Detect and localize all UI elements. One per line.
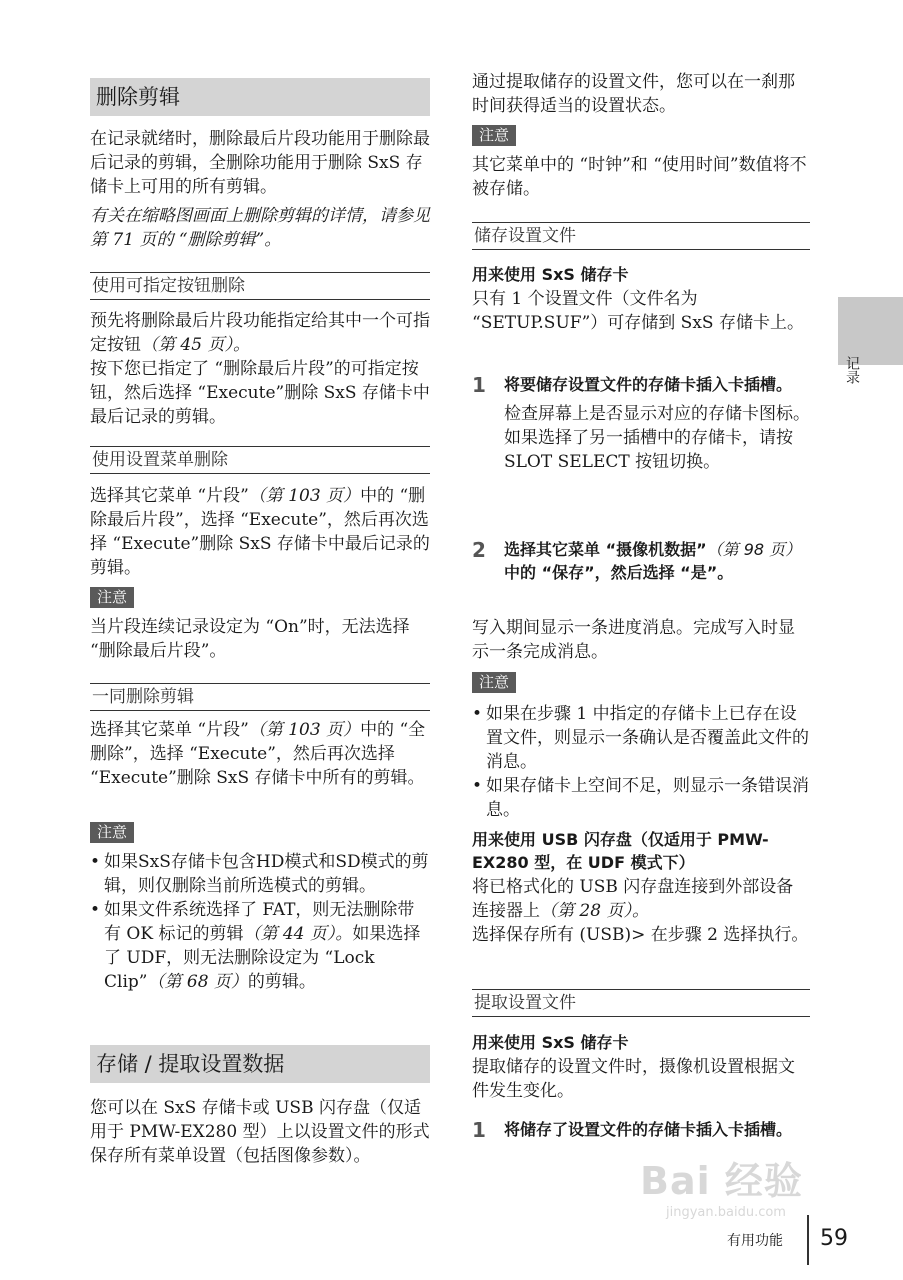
- note-2-item-2-a: 如果文件系统选择了 FAT，则无法删除带有 OK 标记的剪辑: [104, 900, 415, 944]
- setup-menu-text-c: 中的 “删除最后片段”，选择 “Execute”，然后再次选择 “Execute”删除 SxS 存储卡中最后记录的剪辑。: [90, 486, 430, 578]
- note-label: 注意: [90, 587, 134, 608]
- footer-section: 有用功能: [727, 1233, 783, 1249]
- note-box-4: [472, 672, 810, 693]
- step-1-title: 将要储存设置文件的存储卡插入卡插槽。: [504, 375, 793, 394]
- subsection-title-setup-menu: 使用设置菜单删除: [90, 446, 430, 474]
- baidu-watermark: [640, 1150, 840, 1240]
- page-ref-103b: （第 103 页）: [248, 720, 361, 740]
- note-2-item-2: [90, 898, 430, 994]
- section-title-delete-clips: 删除剪辑: [90, 78, 430, 116]
- usb-paragraph-2: 选择保存所有 (USB)> 在步骤 2 选择执行。: [472, 925, 809, 945]
- sxs-heading-load: 用来使用 SxS 储存卡: [472, 1033, 629, 1052]
- note-box-3: [472, 125, 810, 146]
- step-1-save: [472, 373, 810, 474]
- page-ref-68: （第 68 页）: [147, 972, 248, 992]
- delete-intro-reference: 有关在缩略图画面上删除剪辑的详情，请参见第 71 页的 “删除剪辑”。: [90, 206, 430, 250]
- sxs-heading-save: 用来使用 SxS 储存卡: [472, 265, 629, 284]
- note-4-item-2: • 如果存储卡上空间不足，则显示一条错误消息。: [472, 774, 810, 822]
- note-box-2: [90, 822, 430, 843]
- chapter-tab-label: 记录: [844, 356, 860, 384]
- delete-all-paragraph: [90, 718, 430, 790]
- load-paragraph: 提取储存的设置文件时，摄像机设置根据文件发生变化。: [472, 1057, 795, 1101]
- sxs-save-paragraph: 只有 1 个设置文件（文件名为 “SETUP.SUF”）可存储到 SxS 存储卡上。: [472, 289, 804, 333]
- page-ref-45: （第 45 页）。: [141, 335, 250, 355]
- delete-all-text-c: 中的 “全删除”，选择 “Execute”，然后再次选择 “Execute”删除 SxS 存储卡中所有的剪辑。: [90, 720, 426, 788]
- right-intro: 通过提取储存的设置文件，您可以在一刹那时间获得适当的设置状态。: [472, 72, 795, 116]
- page-ref-28: （第 28 页）。: [540, 901, 649, 921]
- subsection-title-load-setup: 提取设置文件: [472, 989, 810, 1017]
- section-title-store-load: 存储 / 提取设置数据: [90, 1045, 430, 1083]
- page-ref-103: （第 103 页）: [248, 486, 361, 506]
- delete-all-text-a: 选择其它菜单 “片段”: [90, 720, 249, 740]
- note-label: 注意: [90, 822, 134, 843]
- page-ref-98: （第 98 页）: [706, 540, 802, 559]
- store-load-intro: 您可以在 SxS 存储卡或 USB 闪存盘（仅适用于 PMW-EX280 型）上以设置文件的形式保存所有菜单设置（包括图像参数）。: [90, 1098, 430, 1166]
- note-2-item-2-e: 的剪辑。: [247, 972, 316, 992]
- step-2-title: [504, 538, 810, 584]
- note-2-item-1: • 如果SxS存储卡包含HD模式和SD模式的剪辑，则仅删除当前所选模式的剪辑。: [90, 850, 430, 898]
- setup-menu-text-a: 选择其它菜单 “片段”: [90, 486, 249, 506]
- step-2-title-c: 中的 “保存”，然后选择 “是”。: [504, 563, 734, 582]
- note-4-list: [472, 702, 810, 822]
- note-label: 注意: [472, 672, 516, 693]
- step-1-load: [472, 1118, 810, 1141]
- subsection-title-save-setup: 储存设置文件: [472, 222, 810, 250]
- watermark-url: jingyan.baidu.com: [666, 1205, 786, 1220]
- step-number: 2: [472, 538, 486, 562]
- usb-paragraph-1: [472, 875, 810, 923]
- setup-menu-paragraph: [90, 484, 430, 580]
- usb-text-a: 将已格式化的 USB 闪存盘连接到外部设备连接器上: [472, 877, 794, 921]
- note-label: 注意: [472, 125, 516, 146]
- step-2-title-a: 选择其它菜单 “摄像机数据”: [504, 540, 707, 559]
- footer-divider: [807, 1215, 809, 1265]
- note-2-list: [90, 850, 430, 994]
- step-2-save: [472, 538, 810, 584]
- note-4-item-1: • 如果在步骤 1 中指定的存储卡上已存在设置文件，则显示一条确认是否覆盖此文件的消息。: [472, 702, 810, 774]
- subsection-title-assignable-button: 使用可指定按钮删除: [90, 272, 430, 300]
- step-number: 1: [472, 1118, 486, 1142]
- note-2-item-2-c: 如果选择了 UDF，则无法删除设定为 “Lock Clip”: [104, 924, 421, 992]
- step-1-body: 检查屏幕上是否显示对应的存储卡图标。如果选择了另一插槽中的存储卡，请按 SLOT SELECT 按钮切换。: [504, 404, 810, 472]
- assignable-paragraph-1: [90, 309, 430, 357]
- usb-heading: 用来使用 USB 闪存盘（仅适用于 PMW-EX280 型，在 UDF 模式下）: [472, 830, 769, 872]
- subsection-title-delete-all: 一同删除剪辑: [90, 683, 430, 711]
- assignable-paragraph-2: 按下您已指定了 “删除最后片段”的可指定按钮，然后选择 “Execute”删除 SxS 存储卡中最后记录的剪辑。: [90, 359, 430, 427]
- delete-intro: 在记录就绪时，删除最后片段功能用于删除最后记录的剪辑，全删除功能用于删除 SxS 存储卡上可用的所有剪辑。: [90, 129, 430, 197]
- note-box-1: [90, 587, 430, 608]
- note-1-text: 当片段连续记录设定为 “On”时，无法选择 “删除最后片段”。: [90, 617, 410, 661]
- watermark-main: Bai 经验: [640, 1159, 803, 1203]
- write-progress-paragraph: 写入期间显示一条进度消息。完成写入时显示一条完成消息。: [472, 618, 795, 662]
- step-number: 1: [472, 373, 486, 397]
- page-number: 59: [820, 1226, 848, 1251]
- page-ref-44: （第 44 页）。: [243, 924, 353, 944]
- step-1-load-title: 将储存了设置文件的存储卡插入卡插槽。: [504, 1120, 793, 1139]
- assignable-text: 预先将删除最后片段功能指定给其中一个可指定按钮: [90, 311, 430, 355]
- note-3-text: 其它菜单中的 “时钟”和 “使用时间”数值将不被存储。: [472, 155, 807, 199]
